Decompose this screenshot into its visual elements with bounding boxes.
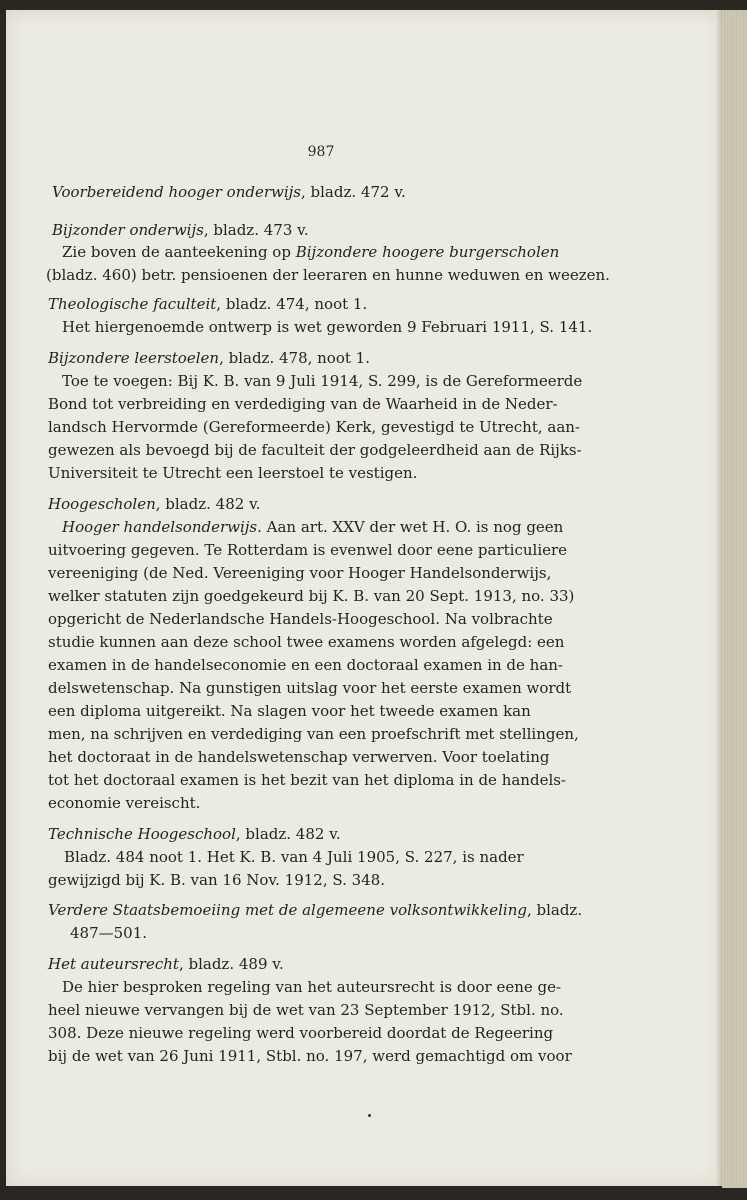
text-line: Universiteit te Utrecht een leerstoel te vestigen. [48, 464, 418, 482]
text-line: Verdere Staatsbemoeiing met de algemeene volksontwikkeling, bladz. [48, 901, 583, 919]
text-line: Voorbereidend hooger onderwijs, bladz. 472 v. [52, 183, 406, 201]
book-page [6, 10, 722, 1186]
text-line: delswetenschap. Na gunstigen uitslag voor het eerste examen wordt [48, 679, 572, 697]
text-line: (bladz. 460) betr. pensioenen der leeraren en hunne weduwen en weezen. [46, 266, 610, 284]
text-line: gewezen als bevoegd bij de faculteit der godgeleerdheid aan de Rijks- [48, 441, 582, 459]
text-line: opgericht de Nederlandsche Handels-Hoogeschool. Na volbrachte [48, 610, 553, 628]
page-number: 987 [307, 144, 335, 160]
text-line: vereeniging (de Ned. Vereeniging voor Hooger Handelsonderwijs, [48, 564, 552, 582]
text-line: Bond tot verbreiding en verdediging van de Waarheid in de Neder- [48, 395, 558, 413]
ink-speck [368, 1114, 371, 1117]
text-line: Zie boven de aanteekening op Bijzondere hoogere burgerscholen [62, 243, 560, 261]
text-line: De hier besproken regeling van het auteursrecht is door eene ge- [62, 978, 562, 996]
text-line: Bijzondere leerstoelen, bladz. 478, noot 1. [48, 349, 370, 367]
text-line: Toe te voegen: Bij K. B. van 9 Juli 1914, S. 299, is de Gereformeerde [62, 372, 583, 390]
text-line: Het hiergenoemde ontwerp is wet geworden 9 Februari 1911, S. 141. [62, 318, 593, 336]
text-line: welker statuten zijn goedgekeurd bij K. B. van 20 Sept. 1913, no. 33) [48, 587, 575, 605]
text-line: Technische Hoogeschool, bladz. 482 v. [48, 825, 341, 843]
text-line: 308. Deze nieuwe regeling werd voorbereid doordat de Regeering [48, 1024, 554, 1042]
text-line: Theologische faculteit, bladz. 474, noot 1. [48, 295, 368, 313]
text-line: studie kunnen aan deze school twee examens worden afgelegd: een [48, 633, 565, 651]
text-line: economie vereischt. [48, 794, 201, 812]
text-line: examen in de handelseconomie en een doctoraal examen in de han- [48, 656, 564, 674]
book-page-edges [722, 10, 747, 1188]
text-line: het doctoraat in de handelswetenschap verwerven. Voor toelating [48, 748, 550, 766]
text-line: 487—501. [70, 924, 148, 942]
text-line: Hoogescholen, bladz. 482 v. [48, 495, 261, 513]
text-line: bij de wet van 26 Juni 1911, Stbl. no. 197, werd gemachtigd om voor [48, 1047, 572, 1065]
text-line: Het auteursrecht, bladz. 489 v. [48, 955, 284, 973]
text-line: uitvoering gegeven. Te Rotterdam is evenwel door eene particuliere [48, 541, 568, 559]
text-line: Hooger handelsonderwijs. Aan art. XXV der wet H. O. is nog geen [62, 518, 564, 536]
text-line: tot het doctoraal examen is het bezit van het diploma in de handels- [48, 771, 567, 789]
text-line: Bladz. 484 noot 1. Het K. B. van 4 Juli 1905, S. 227, is nader [64, 848, 524, 866]
text-line: men, na schrijven en verdediging van een proefschrift met stellingen, [48, 725, 579, 743]
text-line: een diploma uitgereikt. Na slagen voor het tweede examen kan [48, 702, 531, 720]
text-line: gewijzigd bij K. B. van 16 Nov. 1912, S. 348. [48, 871, 386, 889]
text-line: heel nieuwe vervangen bij de wet van 23 September 1912, Stbl. no. [48, 1001, 564, 1019]
text-line: Bijzonder onderwijs, bladz. 473 v. [52, 221, 309, 239]
text-line: landsch Hervormde (Gereformeerde) Kerk, gevestigd te Utrecht, aan- [48, 418, 580, 436]
